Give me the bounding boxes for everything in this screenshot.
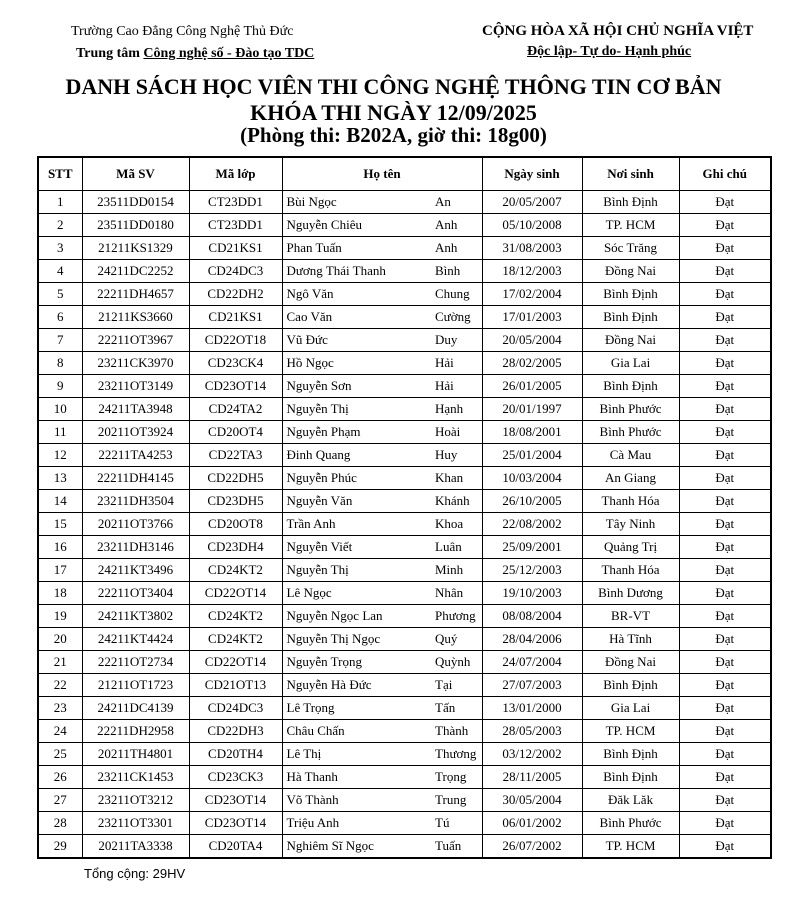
cell-stt: 25 [38,743,82,766]
cell-ghi-chu: Đạt [679,812,771,835]
cell-ma-lop: CD23DH4 [189,536,282,559]
cell-ten: Trung [429,789,482,812]
cell-noi-sinh: Bình Định [582,191,679,214]
cell-ten: Minh [429,559,482,582]
cell-ma-sv: 20211TA3338 [82,835,189,859]
cell-ho-dem: Võ Thành [282,789,429,812]
table-row [38,398,771,421]
cell-ngay-sinh: 17/02/2004 [482,283,582,306]
cell-ghi-chu: Đạt [679,421,771,444]
cell-ma-sv: 24211DC4139 [82,697,189,720]
cell-stt: 18 [38,582,82,605]
cell-ten: Tú [429,812,482,835]
table-row [38,191,771,214]
cell-ngay-sinh: 20/05/2004 [482,329,582,352]
cell-ma-sv: 24211TA3948 [82,398,189,421]
cell-noi-sinh: Sóc Trăng [582,237,679,260]
cell-ten: Phương [429,605,482,628]
cell-ngay-sinh: 06/01/2002 [482,812,582,835]
cell-stt: 7 [38,329,82,352]
cell-ngay-sinh: 22/08/2002 [482,513,582,536]
cell-noi-sinh: Bình Định [582,743,679,766]
cell-ghi-chu: Đạt [679,559,771,582]
cell-ho-dem: Bùi Ngọc [282,191,429,214]
cell-ghi-chu: Đạt [679,237,771,260]
cell-ghi-chu: Đạt [679,789,771,812]
cell-noi-sinh: Đồng Nai [582,651,679,674]
center-prefix: Trung tâm [76,46,140,61]
cell-noi-sinh: TP. HCM [582,214,679,237]
table-row [38,490,771,513]
cell-ngay-sinh: 30/05/2004 [482,789,582,812]
cell-ten: Thương [429,743,482,766]
cell-ho-dem: Nguyễn Chiêu [282,214,429,237]
cell-ghi-chu: Đạt [679,720,771,743]
cell-ma-lop: CD20TH4 [189,743,282,766]
cell-ho-dem: Nghiêm Sĩ Ngọc [282,835,429,859]
cell-ngay-sinh: 20/05/2007 [482,191,582,214]
cell-ten: Quý [429,628,482,651]
cell-ten: Tại [429,674,482,697]
center-name [76,46,314,62]
cell-ghi-chu: Đạt [679,283,771,306]
cell-ngay-sinh: 13/01/2000 [482,697,582,720]
cell-ghi-chu: Đạt [679,467,771,490]
cell-stt: 16 [38,536,82,559]
cell-ngay-sinh: 26/07/2002 [482,835,582,859]
cell-ma-sv: 23511DD0154 [82,191,189,214]
cell-stt: 19 [38,605,82,628]
cell-ten: Thành [429,720,482,743]
cell-ngay-sinh: 31/08/2003 [482,237,582,260]
cell-ho-dem: Nguyễn Thị [282,398,429,421]
cell-stt: 14 [38,490,82,513]
cell-stt: 23 [38,697,82,720]
header-ngay-sinh: Ngày sinh [482,157,582,191]
table-row [38,306,771,329]
cell-ma-sv: 21211KS1329 [82,237,189,260]
cell-stt: 4 [38,260,82,283]
cell-noi-sinh: TP. HCM [582,835,679,859]
cell-ngay-sinh: 08/08/2004 [482,605,582,628]
cell-ma-sv: 20211OT3924 [82,421,189,444]
cell-noi-sinh: Đồng Nai [582,260,679,283]
cell-ten: Cường [429,306,482,329]
cell-ho-dem: Ngô Văn [282,283,429,306]
cell-ma-sv: 24211KT4424 [82,628,189,651]
cell-ma-sv: 22211OT2734 [82,651,189,674]
table-row [38,674,771,697]
cell-ngay-sinh: 25/12/2003 [482,559,582,582]
table-row [38,467,771,490]
header-stt: STT [38,157,82,191]
cell-stt: 17 [38,559,82,582]
cell-ma-sv: 23511DD0180 [82,214,189,237]
table-row [38,375,771,398]
cell-ten: Tuấn [429,835,482,859]
cell-noi-sinh: Đăk Lăk [582,789,679,812]
cell-ma-sv: 22211OT3404 [82,582,189,605]
cell-stt: 12 [38,444,82,467]
table-row [38,444,771,467]
table-row [38,237,771,260]
cell-ghi-chu: Đạt [679,306,771,329]
cell-noi-sinh: Bình Dương [582,582,679,605]
cell-ghi-chu: Đạt [679,674,771,697]
cell-ma-sv: 22211DH2958 [82,720,189,743]
cell-ten: Khánh [429,490,482,513]
cell-stt: 2 [38,214,82,237]
cell-ghi-chu: Đạt [679,352,771,375]
cell-ho-dem: Hồ Ngọc [282,352,429,375]
cell-ten: Chung [429,283,482,306]
national-motto: Độc lập- Tự do- Hạnh phúc [527,44,692,59]
cell-ma-lop: CD24TA2 [189,398,282,421]
cell-ten: Huy [429,444,482,467]
cell-ten: Nhân [429,582,482,605]
cell-noi-sinh: An Giang [582,467,679,490]
cell-ngay-sinh: 10/03/2004 [482,467,582,490]
cell-ho-dem: Nguyễn Sơn [282,375,429,398]
cell-ngay-sinh: 17/01/2003 [482,306,582,329]
cell-noi-sinh: Bình Phước [582,812,679,835]
cell-ngay-sinh: 26/01/2005 [482,375,582,398]
cell-ho-dem: Châu Chấn [282,720,429,743]
cell-ngay-sinh: 05/10/2008 [482,214,582,237]
cell-ma-lop: CD21OT13 [189,674,282,697]
cell-ma-sv: 22211DH4145 [82,467,189,490]
cell-ho-dem: Nguyễn Ngọc Lan [282,605,429,628]
cell-ma-sv: 23211DH3146 [82,536,189,559]
table-row [38,283,771,306]
cell-stt: 13 [38,467,82,490]
cell-stt: 29 [38,835,82,859]
cell-noi-sinh: Bình Định [582,306,679,329]
cell-ghi-chu: Đạt [679,651,771,674]
table-row [38,421,771,444]
cell-stt: 5 [38,283,82,306]
header-ma-lop: Mã lớp [189,157,282,191]
cell-ma-lop: CD21KS1 [189,237,282,260]
cell-ho-dem: Đinh Quang [282,444,429,467]
cell-stt: 6 [38,306,82,329]
cell-stt: 3 [38,237,82,260]
cell-stt: 28 [38,812,82,835]
header-ho-ten: Họ tên [282,157,482,191]
cell-ma-lop: CD23DH5 [189,490,282,513]
cell-ngay-sinh: 03/12/2002 [482,743,582,766]
cell-ma-sv: 24211KT3496 [82,559,189,582]
table-row [38,352,771,375]
cell-noi-sinh: Bình Định [582,375,679,398]
cell-ten: Khoa [429,513,482,536]
cell-ma-sv: 22211OT3967 [82,329,189,352]
cell-ghi-chu: Đạt [679,513,771,536]
cell-stt: 1 [38,191,82,214]
total-count: Tổng cộng: 29HV [84,866,186,881]
cell-ho-dem: Nguyễn Viết [282,536,429,559]
cell-ma-lop: CD23OT14 [189,789,282,812]
cell-ma-lop: CD20TA4 [189,835,282,859]
cell-ho-dem: Phan Tuấn [282,237,429,260]
cell-ma-sv: 20211OT3766 [82,513,189,536]
cell-noi-sinh: Bình Phước [582,421,679,444]
cell-noi-sinh: Cà Mau [582,444,679,467]
cell-ho-dem: Trần Anh [282,513,429,536]
cell-ghi-chu: Đạt [679,375,771,398]
cell-noi-sinh: Tây Ninh [582,513,679,536]
table-row [38,789,771,812]
table-row [38,743,771,766]
cell-ho-dem: Lê Ngọc [282,582,429,605]
cell-ngay-sinh: 20/01/1997 [482,398,582,421]
header-ghi-chu: Ghi chú [679,157,771,191]
cell-ho-dem: Lê Trọng [282,697,429,720]
cell-ho-dem: Nguyễn Văn [282,490,429,513]
cell-noi-sinh: Gia Lai [582,697,679,720]
cell-ngay-sinh: 25/09/2001 [482,536,582,559]
cell-ten: Luân [429,536,482,559]
cell-ma-lop: CD22DH5 [189,467,282,490]
cell-ma-lop: CD20OT8 [189,513,282,536]
cell-ma-sv: 21211OT1723 [82,674,189,697]
cell-stt: 21 [38,651,82,674]
cell-ten: Anh [429,237,482,260]
header-noi-sinh: Nơi sinh [582,157,679,191]
cell-noi-sinh: Đồng Nai [582,329,679,352]
cell-ma-sv: 23211OT3212 [82,789,189,812]
cell-ten: Hải [429,352,482,375]
cell-ngay-sinh: 25/01/2004 [482,444,582,467]
table-row [38,329,771,352]
cell-stt: 20 [38,628,82,651]
republic-heading: CỘNG HÒA XÃ HỘI CHỦ NGHĨA VIỆT [482,23,754,39]
cell-noi-sinh: BR-VT [582,605,679,628]
cell-ma-lop: CD24KT2 [189,605,282,628]
cell-ma-lop: CD24KT2 [189,628,282,651]
cell-ma-sv: 23211DH3504 [82,490,189,513]
cell-stt: 9 [38,375,82,398]
cell-stt: 8 [38,352,82,375]
cell-stt: 10 [38,398,82,421]
cell-stt: 11 [38,421,82,444]
cell-ma-lop: CD22OT14 [189,582,282,605]
cell-ma-lop: CD21KS1 [189,306,282,329]
cell-ghi-chu: Đạt [679,605,771,628]
cell-ma-lop: CD22OT18 [189,329,282,352]
cell-ma-lop: CD22TA3 [189,444,282,467]
cell-ghi-chu: Đạt [679,743,771,766]
exam-room-time: (Phòng thi: B202A, giờ thi: 18g00) [240,123,547,147]
cell-ngay-sinh: 26/10/2005 [482,490,582,513]
table-row [38,260,771,283]
cell-ngay-sinh: 24/07/2004 [482,651,582,674]
document-title: DANH SÁCH HỌC VIÊN THI CÔNG NGHỆ THÔNG TIN CƠ BẢN [65,74,722,99]
cell-stt: 15 [38,513,82,536]
cell-ma-lop: CD23CK3 [189,766,282,789]
cell-ghi-chu: Đạt [679,398,771,421]
cell-ma-sv: 23211OT3149 [82,375,189,398]
cell-noi-sinh: Gia Lai [582,352,679,375]
cell-ma-sv: 24211KT3802 [82,605,189,628]
cell-stt: 24 [38,720,82,743]
cell-ma-sv: 21211KS3660 [82,306,189,329]
table-row [38,605,771,628]
table-row [38,835,771,859]
school-name: Trường Cao Đẳng Công Nghệ Thủ Đức [71,24,294,39]
cell-ma-sv: 24211DC2252 [82,260,189,283]
cell-ghi-chu: Đạt [679,628,771,651]
table-header-row [38,157,771,191]
cell-ho-dem: Hà Thanh [282,766,429,789]
cell-ma-lop: CD22OT14 [189,651,282,674]
cell-ho-dem: Nguyễn Hà Đức [282,674,429,697]
cell-ten: Khan [429,467,482,490]
cell-stt: 27 [38,789,82,812]
table-row [38,720,771,743]
cell-ghi-chu: Đạt [679,835,771,859]
cell-ngay-sinh: 28/02/2005 [482,352,582,375]
cell-stt: 22 [38,674,82,697]
cell-ma-lop: CD20OT4 [189,421,282,444]
cell-noi-sinh: Bình Phước [582,398,679,421]
cell-ngay-sinh: 18/08/2001 [482,421,582,444]
cell-ma-sv: 23211CK1453 [82,766,189,789]
cell-ho-dem: Nguyễn Thị Ngọc [282,628,429,651]
cell-ngay-sinh: 27/07/2003 [482,674,582,697]
header-ma-sv: Mã SV [82,157,189,191]
center-title: Công nghệ số - Đào tạo TDC [143,46,315,61]
cell-ten: Quỳnh [429,651,482,674]
cell-ma-lop: CD23OT14 [189,812,282,835]
cell-ma-sv: 22211TA4253 [82,444,189,467]
cell-ghi-chu: Đạt [679,329,771,352]
cell-ho-dem: Cao Văn [282,306,429,329]
cell-ma-lop: CD24DC3 [189,260,282,283]
cell-ma-sv: 23211OT3301 [82,812,189,835]
cell-ten: An [429,191,482,214]
cell-ho-dem: Dương Thái Thanh [282,260,429,283]
cell-ghi-chu: Đạt [679,191,771,214]
cell-ma-lop: CT23DD1 [189,214,282,237]
cell-ten: Bình [429,260,482,283]
cell-ghi-chu: Đạt [679,536,771,559]
table-row [38,651,771,674]
cell-ho-dem: Nguyễn Trọng [282,651,429,674]
cell-noi-sinh: Hà Tĩnh [582,628,679,651]
cell-ngay-sinh: 28/05/2003 [482,720,582,743]
cell-ten: Duy [429,329,482,352]
cell-ho-dem: Triệu Anh [282,812,429,835]
cell-ghi-chu: Đạt [679,697,771,720]
cell-ghi-chu: Đạt [679,582,771,605]
cell-ten: Tấn [429,697,482,720]
cell-ngay-sinh: 28/04/2006 [482,628,582,651]
cell-ma-lop: CD22DH3 [189,720,282,743]
cell-noi-sinh: TP. HCM [582,720,679,743]
cell-ho-dem: Vũ Đức [282,329,429,352]
table-row [38,559,771,582]
cell-ghi-chu: Đạt [679,766,771,789]
cell-ghi-chu: Đạt [679,490,771,513]
cell-ten: Trọng [429,766,482,789]
cell-ten: Hoài [429,421,482,444]
cell-ghi-chu: Đạt [679,444,771,467]
student-list-table [37,156,772,859]
cell-ho-dem: Lê Thị [282,743,429,766]
cell-ho-dem: Nguyễn Phạm [282,421,429,444]
cell-ho-dem: Nguyễn Phúc [282,467,429,490]
table-row [38,582,771,605]
table-row [38,214,771,237]
cell-ten: Hạnh [429,398,482,421]
cell-ma-sv: 20211TH4801 [82,743,189,766]
cell-noi-sinh: Thanh Hóa [582,559,679,582]
table-row [38,536,771,559]
cell-noi-sinh: Quảng Trị [582,536,679,559]
cell-noi-sinh: Bình Định [582,283,679,306]
table-row [38,812,771,835]
table-row [38,628,771,651]
cell-ma-lop: CD23CK4 [189,352,282,375]
table-row [38,766,771,789]
cell-noi-sinh: Bình Định [582,766,679,789]
cell-ma-lop: CD24DC3 [189,697,282,720]
table-row [38,697,771,720]
cell-ho-dem: Nguyễn Thị [282,559,429,582]
cell-noi-sinh: Bình Định [582,674,679,697]
cell-ten: Hải [429,375,482,398]
cell-stt: 26 [38,766,82,789]
table-row [38,513,771,536]
cell-ma-sv: 23211CK3970 [82,352,189,375]
cell-ngay-sinh: 19/10/2003 [482,582,582,605]
cell-ma-lop: CT23DD1 [189,191,282,214]
cell-ngay-sinh: 18/12/2003 [482,260,582,283]
cell-noi-sinh: Thanh Hóa [582,490,679,513]
cell-ma-lop: CD23OT14 [189,375,282,398]
cell-ten: Anh [429,214,482,237]
cell-ngay-sinh: 28/11/2005 [482,766,582,789]
cell-ghi-chu: Đạt [679,214,771,237]
cell-ghi-chu: Đạt [679,260,771,283]
exam-date-title: KHÓA THI NGÀY 12/09/2025 [250,100,537,125]
cell-ma-lop: CD22DH2 [189,283,282,306]
cell-ma-sv: 22211DH4657 [82,283,189,306]
cell-ma-lop: CD24KT2 [189,559,282,582]
